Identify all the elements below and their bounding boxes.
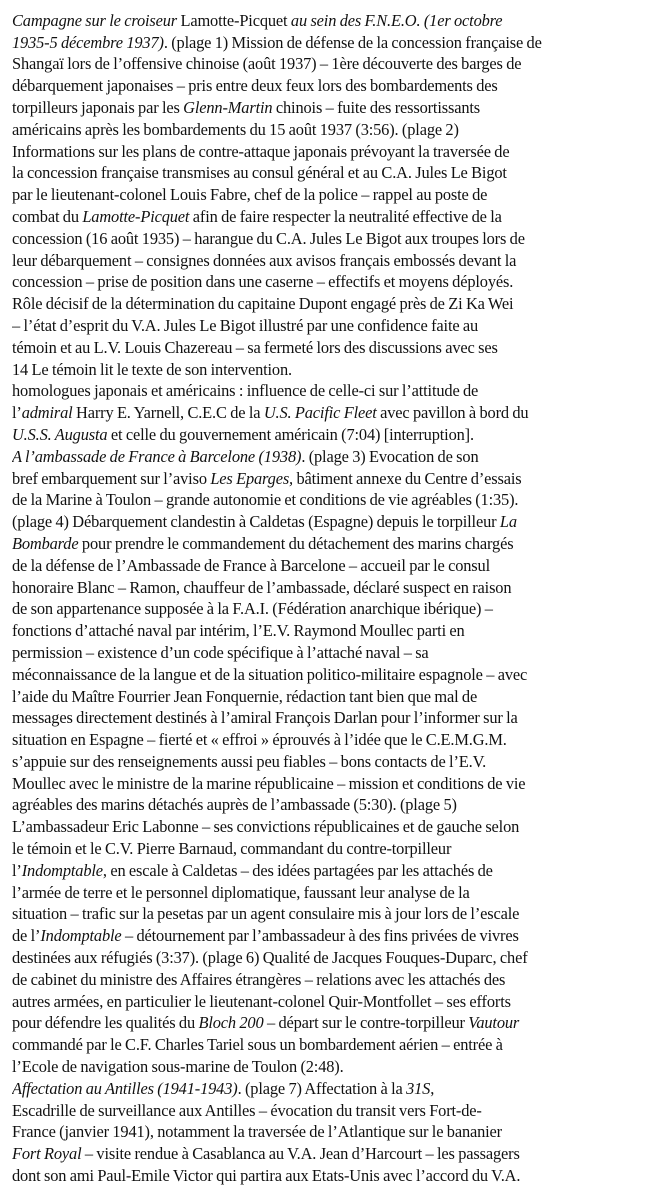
text-line (12, 293, 642, 315)
text-line (12, 903, 642, 925)
text-line (12, 729, 642, 751)
text-line (12, 947, 642, 969)
text-run: (plage 4) Débarquement clandestin à Caldetas (Espagne) depuis le torpilleur (12, 512, 500, 532)
text-line (12, 707, 642, 729)
text-run: Moullec avec le ministre de la marine républicaine – mission et conditions de vie (12, 773, 526, 793)
text-line (12, 1165, 642, 1187)
text-run: Informations sur les plans de contre-attaque japonais prévoyant la traversée de (12, 141, 510, 161)
italic-text: Bloch 200 (198, 1013, 264, 1033)
text-run: , (430, 1078, 435, 1098)
text-line (12, 359, 642, 381)
text-line (12, 1034, 642, 1056)
text-line (12, 380, 642, 402)
text-run: chinois – fuite des ressortissants (272, 97, 480, 117)
text-line (12, 533, 642, 555)
text-line (12, 620, 642, 642)
text-run: pour défendre les qualités du (12, 1013, 199, 1033)
text-run: de l’ (12, 926, 41, 946)
italic-text: Campagne sur le croiseur (12, 10, 181, 30)
text-run: de cabinet du ministre des Affaires étrangères – relations avec les attachés des (12, 969, 506, 989)
text-line (12, 816, 642, 838)
text-line (12, 53, 642, 75)
text-run: destinées aux réfugiés (3:37). (plage 6) Qualité de Jacques Fouques-Duparc, chef (12, 948, 528, 968)
text-run: Rôle décisif de la détermination du capitaine Dupont engagé près de Zi Ka Wei (12, 294, 514, 314)
text-line (12, 162, 642, 184)
text-run: méconnaissance de la langue et de la situation politico-militaire espagnole – avec (12, 664, 528, 684)
text-line (12, 489, 642, 511)
italic-text: Indomptable (21, 860, 103, 880)
text-run: de la défense de l’Ambassade de France à Barcelone – accueil par le consul (12, 555, 490, 575)
text-run: de son appartenance supposée à la F.A.I. (Fédération anarchique ibérique) – (12, 599, 493, 619)
text-line (12, 184, 642, 206)
text-line (12, 424, 642, 446)
text-run: L’ambassadeur Eric Labonne – ses convictions républicaines et de gauche selon (12, 817, 520, 837)
text-line (12, 1121, 642, 1143)
text-run: l’ (12, 860, 22, 880)
text-run: pour prendre le commandement du détachement des marins chargés (78, 533, 514, 553)
text-line (12, 838, 642, 860)
italic-text: U.S. Pacific Fleet (263, 403, 377, 423)
italic-text: 1935-5 décembre 1937) (12, 32, 164, 52)
text-run: concession (16 août 1935) – harangue du C.A. Jules Le Bigot aux troupes lors de (12, 228, 525, 248)
italic-text: Lamotte-Picquet (82, 206, 190, 226)
text-line (12, 860, 642, 882)
text-run: et celle du gouvernement américain (7:04) [interruption]. (107, 424, 474, 444)
italic-text: au sein des F.N.E.O. (1er octobre (290, 10, 503, 30)
text-run: afin de faire respecter la neutralité effective de la (189, 206, 502, 226)
text-line (12, 555, 642, 577)
italic-text: Affectation au Antilles (1941-1943) (12, 1078, 238, 1098)
text-line (12, 206, 642, 228)
text-line (12, 402, 642, 424)
text-run: l’aide du Maître Fourrier Jean Fonquernie, rédaction tant bien que mal de (12, 686, 478, 706)
text-run: l’ (12, 403, 22, 423)
text-run: – détournement par l’ambassadeur à des fins privées de vivres (121, 926, 519, 946)
text-run: agréables des marins détachés auprès de l’ambassade (5:30). (plage 5) (12, 795, 457, 815)
italic-text: U.S.S. Augusta (12, 424, 108, 444)
text-run: – départ sur le contre-torpilleur (263, 1013, 469, 1033)
text-run: 14 Le témoin lit le texte de son intervention. (12, 359, 292, 379)
text-run: dont son ami Paul-Emile Victor qui partira aux Etats-Unis avec l’accord du V.A. (12, 1166, 521, 1186)
text-run: permission – existence d’un code spécifique à l’attaché naval – sa (12, 642, 429, 662)
text-run: Harry E. Yarnell, C.E.C de la (72, 403, 264, 423)
cut-off-heading (12, 0, 642, 10)
italic-text: Les Eparges, (210, 468, 293, 488)
text-line (12, 1100, 642, 1122)
text-run: débarquement japonaises – pris entre deux feux lors des bombardements des (12, 76, 498, 96)
text-run: américains après les bombardements du 15 août 1937 (3:56). (plage 2) (12, 119, 459, 139)
text-run: le témoin et le C.V. Pierre Barnaud, commandant du contre-torpilleur (12, 839, 452, 859)
text-run: fonctions d’attaché naval par intérim, l’E.V. Raymond Moullec parti en (12, 621, 465, 641)
text-run: situation – trafic sur la pesetas par un agent consulaire mis à jour lors de l’escale (12, 904, 520, 924)
text-line (12, 446, 642, 468)
text-run: , en escale à Caldetas – des idées partagées par les attachés de (102, 860, 493, 880)
text-line (12, 969, 642, 991)
text-line (12, 315, 642, 337)
italic-text: La (499, 512, 517, 532)
text-run: par le lieutenant-colonel Louis Fabre, chef de la police – rappel au poste de (12, 185, 488, 205)
italic-text: Glenn-Martin (183, 97, 273, 117)
italic-text: Bombarde (12, 533, 79, 553)
text-line (12, 882, 642, 904)
text-run: témoin et au L.V. Louis Chazereau – sa fermeté lors des discussions avec ses (12, 337, 498, 357)
text-line (12, 141, 642, 163)
italic-text: admiral (21, 403, 73, 423)
text-run: . (plage 3) Evocation de son (301, 446, 479, 466)
text-run: . (plage 1) Mission de défense de la concession française de (163, 32, 542, 52)
text-run: situation en Espagne – fierté et « effroi » éprouvés à l’idée que le C.E.M.G.M. (12, 730, 507, 750)
text-run: avec pavillon à bord du (376, 403, 529, 423)
text-run: autres armées, en particulier le lieutenant-colonel Quir-Montfollet – ses efforts (12, 991, 511, 1011)
italic-text: 31S (406, 1078, 431, 1098)
text-run: Lamotte-Picquet (180, 10, 291, 30)
text-run: honoraire Blanc – Ramon, chauffeur de l’ambassade, déclaré suspect en raison (12, 577, 512, 597)
document-page (12, 0, 642, 1187)
text-line (12, 664, 642, 686)
text-run: bref embarquement sur l’aviso (12, 468, 211, 488)
text-run: messages directement destinés à l’amiral François Darlan pour l’informer sur la (12, 708, 518, 728)
text-line (12, 925, 642, 947)
text-run: – visite rendue à Casablanca au V.A. Jean d’Harcourt – les passagers (81, 1144, 520, 1164)
text-line (12, 97, 642, 119)
text-run: France (janvier 1941), notamment la traversée de l’Atlantique sur le bananier (12, 1122, 502, 1142)
text-line (12, 577, 642, 599)
text-line (12, 119, 642, 141)
text-line (12, 598, 642, 620)
text-run: torpilleurs japonais par les (12, 97, 184, 117)
text-line (12, 773, 642, 795)
text-run: commandé par le C.F. Charles Tariel sous un bombardement aérien – entrée à (12, 1035, 503, 1055)
text-line (12, 1012, 642, 1034)
text-run: homologues japonais et américains : influence de celle-ci sur l’attitude de (12, 381, 479, 401)
italic-text: Fort Royal (12, 1144, 82, 1164)
text-line (12, 1143, 642, 1165)
text-run: l’Ecole de navigation sous-marine de Toulon (2:48). (12, 1057, 344, 1077)
text-run: Escadrille de surveillance aux Antilles – évocation du transit vers Fort-de- (12, 1100, 482, 1120)
text-line (12, 468, 642, 490)
text-line (12, 751, 642, 773)
text-line (12, 1078, 642, 1100)
italic-text: A l’ambassade de France à Barcelone (1938) (12, 446, 302, 466)
text-line (12, 10, 642, 32)
text-line (12, 511, 642, 533)
text-line (12, 1056, 642, 1078)
text-line (12, 75, 642, 97)
text-line (12, 686, 642, 708)
document-body (12, 10, 642, 1187)
text-line (12, 32, 642, 54)
italic-text: Indomptable (40, 926, 122, 946)
text-run: – l’état d’esprit du V.A. Jules Le Bigot illustré par une confidence faite au (12, 315, 479, 335)
text-line (12, 642, 642, 664)
text-run: la concession française transmises au consul général et au C.A. Jules Le Bigot (12, 163, 507, 183)
text-line (12, 337, 642, 359)
text-line (12, 250, 642, 272)
text-run: combat du (12, 206, 83, 226)
text-line (12, 228, 642, 250)
text-run: Shangaï lors de l’offensive chinoise (août 1937) – 1ère découverte des barges de (12, 54, 522, 74)
text-line (12, 991, 642, 1013)
text-line (12, 794, 642, 816)
text-run: leur débarquement – consignes données aux avisos français embossés devant la (12, 250, 517, 270)
text-run: s’appuie sur des renseignements aussi peu fiables – bons contacts de l’E.V. (12, 751, 487, 771)
text-run: bâtiment annexe du Centre d’essais (293, 468, 522, 488)
text-line (12, 271, 642, 293)
text-run: concession – prise de position dans une caserne – effectifs et moyens déployés. (12, 272, 514, 292)
italic-text: Vautour (468, 1013, 520, 1033)
text-run: . (plage 7) Affectation à la (237, 1078, 407, 1098)
text-run: de la Marine à Toulon – grande autonomie et conditions de vie agréables (1:35). (12, 490, 519, 510)
text-run: l’armée de terre et le personnel diplomatique, faussant leur analyse de la (12, 882, 470, 902)
